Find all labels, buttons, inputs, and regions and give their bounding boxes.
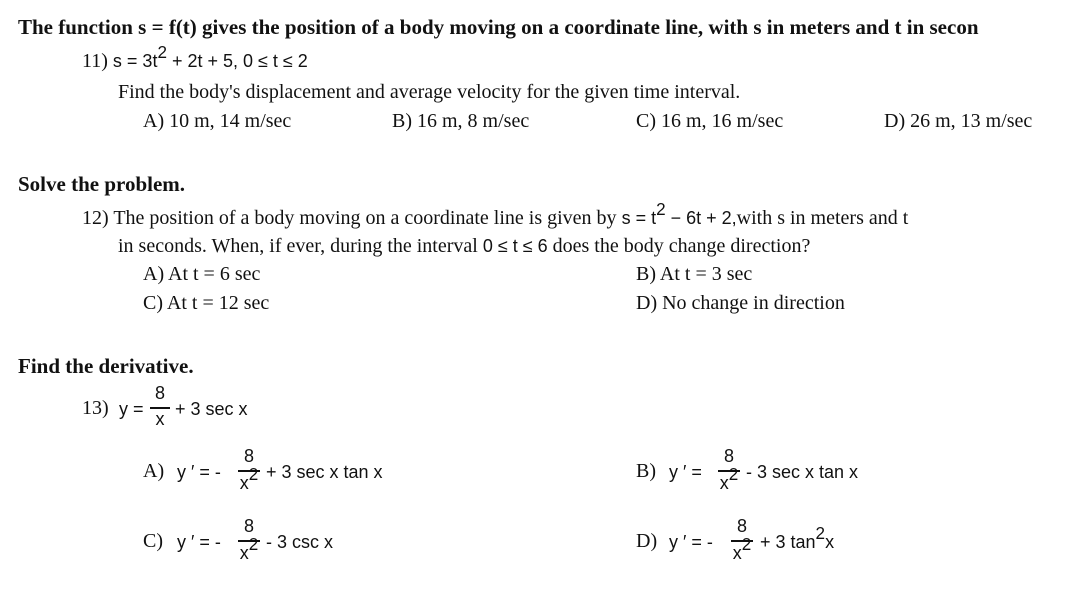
question-12-number: 12) (82, 207, 109, 229)
choice-a-rest: + 3 sec x tan x (266, 462, 383, 482)
question-12-choice-b[interactable]: B) At t = 3 sec (636, 263, 753, 285)
question-13-lhs: y = (119, 399, 144, 419)
choice-d-rest: + 3 $\tan^2x$ (760, 524, 835, 552)
question-12-line-2: in seconds. When, if ever, during the interval 0 ≤ t ≤ 6 does the body change direction? (118, 235, 811, 257)
question-13-number: 13) (82, 397, 109, 419)
choice-d-denominator: $x^2$ (732, 535, 752, 563)
question-12-choice-d[interactable]: D) No change in direction (636, 292, 845, 314)
choice-c-denominator: $x^2$ (239, 535, 259, 563)
choice-b-denominator: $x^2$ (719, 465, 739, 493)
question-11-choice-a[interactable]: A) 10 m, 14 m/sec (143, 110, 292, 132)
question-13-numerator: 8 (154, 383, 165, 403)
section-heading-solve: Solve the problem. (18, 172, 186, 196)
question-12-choice-a[interactable]: A) At t = 6 sec (143, 263, 261, 285)
question-11-prompt: Find the body's displacement and average velocity for the given time interval. (118, 81, 741, 103)
choice-a-denominator: $x^2$ (239, 465, 259, 493)
choice-c-lhs: y ′ = - (177, 532, 221, 552)
question-13-choice-a[interactable]: A) (143, 460, 165, 482)
choice-b-rest: - 3 sec x tan x (746, 462, 859, 482)
problem-set-header: The function s = f(t) gives the position of a body moving on a coordinate line, with s in meters and t in secon (18, 15, 979, 39)
question-12-choice-c[interactable]: C) At t = 12 sec (143, 292, 270, 314)
question-11-equation: $s = 3t^2 + 2t + 5$, 0 ≤ t ≤ 2 (112, 43, 308, 71)
question-13-choice-c[interactable]: C) (143, 530, 163, 552)
section-heading-derivative: Find the derivative. (18, 354, 194, 378)
question-11-choice-c[interactable]: C) 16 m, 16 m/sec (636, 110, 784, 132)
question-11-choice-d[interactable]: D) 26 m, 13 m/sec (884, 110, 1033, 132)
choice-a-numerator: 8 (243, 446, 254, 466)
choice-d-numerator: 8 (736, 516, 747, 536)
question-12-equation: $s = t^2 - 6t + 2$, (621, 200, 737, 228)
question-11-choice-b[interactable]: B) 16 m, 8 m/sec (392, 110, 530, 132)
question-13-rest: + 3 sec x (175, 399, 248, 419)
question-12-interval: 0 ≤ t ≤ 6 (482, 236, 548, 256)
question-13-choice-b[interactable]: B) (636, 460, 656, 482)
choice-c-numerator: 8 (243, 516, 254, 536)
choice-c-rest: - 3 csc x (266, 532, 334, 552)
question-11-statement (82, 43, 308, 73)
question-11-number: 11) (82, 50, 108, 72)
choice-b-lhs: y ′ = (669, 462, 702, 482)
choice-b-numerator: 8 (723, 446, 734, 466)
question-13-denominator: x (155, 409, 165, 429)
question-12-line-1: 12) The position of a body moving on a coordinate line is given by $s = t^2 - 6t$ + 2,with s in meters and t (82, 200, 909, 229)
choice-a-lhs: y ′ = - (177, 462, 221, 482)
choice-d-lhs: y ′ = - (669, 532, 713, 552)
question-13-choice-d[interactable]: D) (636, 530, 658, 552)
